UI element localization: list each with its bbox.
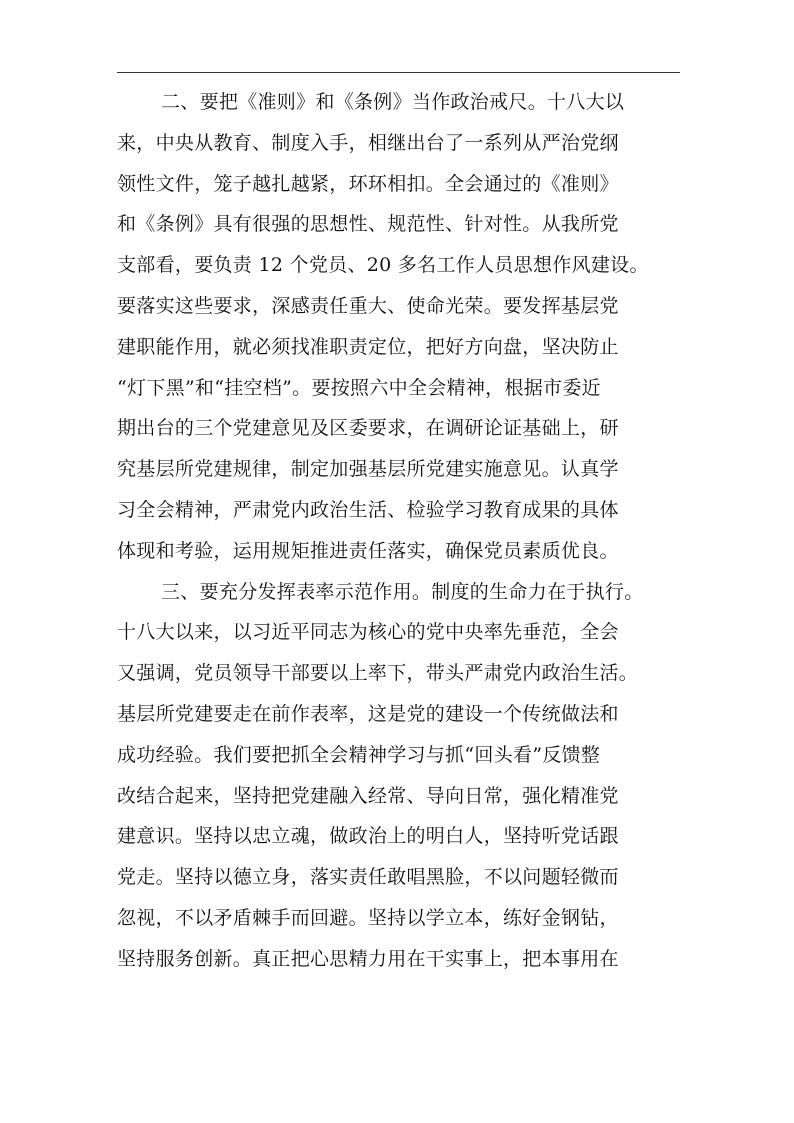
text-line-13: 三、要充分发挥表率示范作用。制度的生命力在于执行。	[161, 580, 644, 603]
text-line-12: 体现和考验，运用规矩推进责任落实，确保党员素质优良。	[117, 539, 619, 562]
text-line-8: “灯下黑”和“挂空档”。要按照六中全会精神，根据市委近	[117, 376, 601, 399]
text-line-22: 坚持服务创新。真正把心思精力用在干实事上，把本事用在	[117, 947, 619, 970]
text-line-14: 十八大以来，以习近平同志为核心的党中央率先垂范，全会	[117, 621, 619, 644]
text-line-10: 究基层所党建规律，制定加强基层所党建实施意见。认真学	[117, 458, 619, 481]
text-line-7: 建职能作用，就必须找准职责定位，把好方向盘，坚决防止	[117, 335, 619, 358]
text-line-2: 来，中央从教育、制度入手，相继出台了一系列从严治党纲	[117, 131, 619, 154]
text-line-17: 成功经验。我们要把抓全会精神学习与抓“回头看”反馈整	[117, 743, 601, 766]
text-line-3: 领性文件，笼子越扎越紧，环环相扣。全会通过的《准则》	[117, 172, 619, 195]
text-line-1: 二、要把《准则》和《条例》当作政治戒尺。十八大以	[161, 91, 625, 113]
text-line-9: 期出台的三个党建意见及区委要求，在调研论证基础上，研	[117, 417, 619, 440]
text-line-18: 改结合起来，坚持把党建融入经常、导向日常，强化精准党	[117, 784, 619, 807]
text-line-5: 支部看，要负责 12 个党员、20 多名工作人员思想作风建设。	[117, 254, 649, 277]
text-line-21: 忽视，不以矛盾棘手而回避。坚持以学立本，练好金钢钻，	[117, 906, 619, 929]
text-line-16: 基层所党建要走在前作表率，这是党的建设一个传统做法和	[117, 702, 619, 725]
document-body	[117, 82, 680, 980]
text-line-19: 建意识。坚持以忠立魂，做政治上的明白人，坚持听党话跟	[117, 825, 619, 848]
text-line-6: 要落实这些要求，深感责任重大、使命光荣。要发挥基层党	[117, 294, 619, 317]
text-line-11: 习全会精神，严肃党内政治生活、检验学习教育成果的具体	[117, 498, 619, 521]
text-line-20: 党走。坚持以德立身，落实责任敢唱黑脸，不以问题轻微而	[117, 866, 619, 889]
text-line-15: 又强调，党员领导干部要以上率下，带头严肃党内政治生活。	[117, 662, 639, 685]
header-rule	[117, 72, 680, 73]
text-line-4: 和《条例》具有很强的思想性、规范性、针对性。从我所党	[117, 213, 619, 236]
